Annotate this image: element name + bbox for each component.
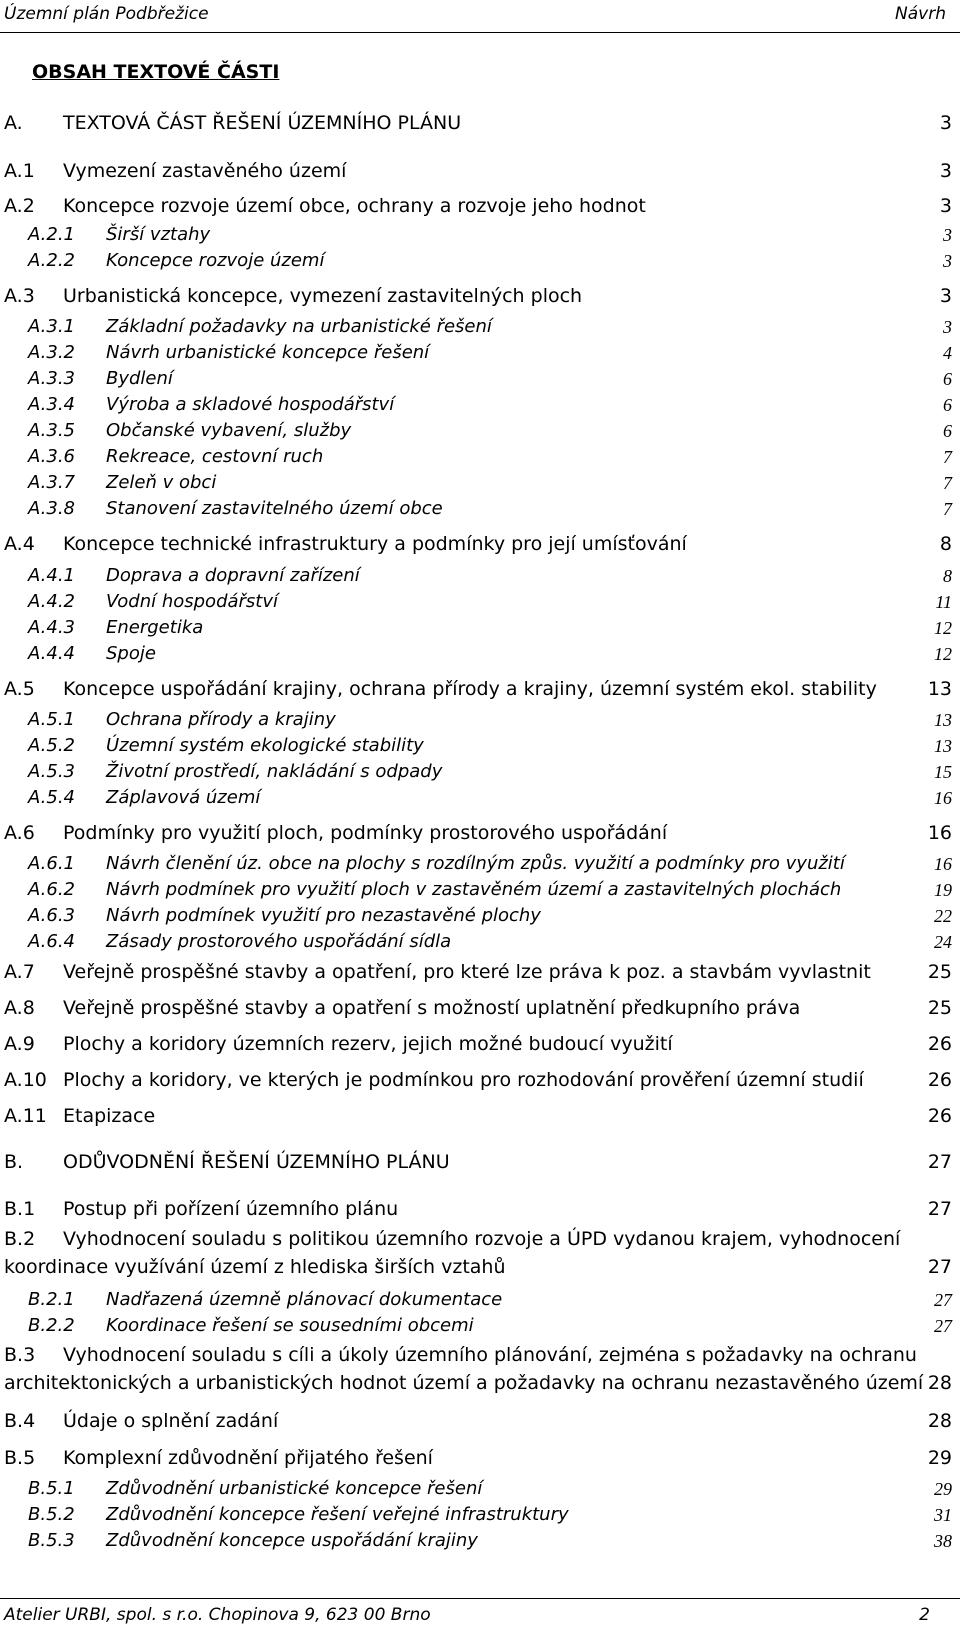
- header-document-title: Územní plán Podbřežice: [4, 4, 209, 24]
- toc-entry: [0, 733, 960, 759]
- toc-entry-page: 27: [927, 1198, 952, 1220]
- toc-entry-title: ODŮVODNĚNÍ ŘEŠENÍ ÚZEMNÍHO PLÁNU: [63, 1151, 450, 1173]
- toc-entry-page: 26: [927, 1105, 952, 1127]
- toc-entry-number: A.5: [4, 678, 35, 700]
- toc-entry-page: 29: [934, 1479, 952, 1499]
- toc-entry-number: B.5: [4, 1447, 36, 1469]
- toc-entry-page: 28: [927, 1372, 952, 1394]
- toc-entry-number: A.11: [4, 1105, 47, 1127]
- toc-entry-title: Vymezení zastavěného území: [63, 160, 347, 182]
- toc-entry: [0, 248, 960, 274]
- toc-entry-number: A.3.5: [28, 420, 75, 441]
- footer-page-number: 2: [919, 1605, 930, 1625]
- toc-entry-title: Vyhodnocení souladu s cíli a úkoly územního plánování, zejména s požadavky na ochranu: [63, 1344, 917, 1366]
- toc-entry: [0, 366, 960, 392]
- toc-entry-page: 13: [934, 736, 952, 756]
- toc-entry-page: 28: [927, 1410, 952, 1432]
- toc-entry: [0, 1287, 960, 1313]
- toc-entry-number: A.3.7: [28, 472, 75, 493]
- toc-entry-page: 16: [934, 788, 952, 808]
- toc-entry-number: A.3: [4, 285, 35, 307]
- toc-entry: [0, 283, 960, 309]
- toc-entry-number: A.7: [4, 961, 35, 983]
- toc-entry-number: A.2: [4, 195, 35, 217]
- toc-entry: [0, 444, 960, 470]
- toc-entry-number: B.2: [4, 1228, 36, 1250]
- toc-entry-title: Návrh urbanistické koncepce řešení: [106, 342, 430, 363]
- toc-entry-title: architektonických a urbanistických hodnot území a požadavky na ochranu nezastavěného území: [4, 1372, 924, 1394]
- toc-entry-number: A.3.8: [28, 498, 75, 519]
- toc-entry-number: A.6.2: [28, 879, 75, 900]
- toc-entry-number: A.6.1: [28, 853, 75, 874]
- toc-entry-title: Zdůvodnění koncepce řešení veřejné infrastruktury: [106, 1504, 569, 1525]
- toc-entry: [0, 1476, 960, 1502]
- toc-entry-page: 31: [934, 1505, 952, 1525]
- toc-entry: [0, 1196, 960, 1222]
- toc-entry-number: A.6.3: [28, 905, 75, 926]
- toc-entry-page: 12: [934, 618, 952, 638]
- toc-entry-page: 3: [939, 195, 952, 217]
- toc-entry-number: A.5.4: [28, 787, 75, 808]
- toc-entry-number: A.6: [4, 822, 35, 844]
- toc-entry-title: Rekreace, cestovní ruch: [106, 446, 324, 467]
- toc-entry: [0, 676, 960, 702]
- toc-entry-number: A.3.6: [28, 446, 75, 467]
- toc-entry-title: Vodní hospodářství: [106, 591, 279, 612]
- toc-entry-title: Návrh členění úz. obce na plochy s rozdílným způs. využití a podmínky pro využití: [106, 853, 845, 874]
- toc-entry-title: Vyhodnocení souladu s politikou územního rozvoje a ÚPD vydanou krajem, vyhodnocení: [63, 1228, 901, 1250]
- toc-entry-number: A.5.3: [28, 761, 75, 782]
- toc-entry: [0, 314, 960, 340]
- toc-entry-page: 26: [927, 1033, 952, 1055]
- toc-entry: [0, 995, 960, 1021]
- header-document-stage: Návrh: [895, 4, 946, 24]
- toc-entry-title: Zdůvodnění urbanistické koncepce řešení: [106, 1478, 483, 1499]
- toc-entry-title: Územní systém ekologické stability: [106, 735, 424, 756]
- toc-entry-title: Podmínky pro využití ploch, podmínky prostorového uspořádání: [63, 822, 668, 844]
- toc-entry-page: 16: [927, 822, 952, 844]
- toc-entry-number: A.4.4: [28, 643, 75, 664]
- toc-entry: [0, 1445, 960, 1471]
- toc-entry-page: 38: [934, 1531, 952, 1551]
- toc-entry-page: 27: [934, 1290, 952, 1310]
- toc-entry-number: A.3.3: [28, 368, 75, 389]
- toc-entry-number: A.5.1: [28, 709, 75, 730]
- toc-entry: [0, 615, 960, 641]
- toc-entry-page: 7: [943, 447, 952, 467]
- toc-entry: [0, 851, 960, 877]
- toc-entry: [0, 1370, 960, 1396]
- toc-entry-title: koordinace využívání území z hlediska širších vztahů: [4, 1256, 506, 1278]
- toc-entry: [0, 759, 960, 785]
- toc-entry-number: A.2.1: [28, 224, 75, 245]
- toc-entry-page: 3: [939, 112, 952, 134]
- toc-entry-title: Urbanistická koncepce, vymezení zastavitelných ploch: [63, 285, 583, 307]
- toc-entry-number: A.4: [4, 533, 35, 555]
- toc-entry: [0, 1149, 960, 1175]
- toc-entry-number: B.5.1: [28, 1478, 75, 1499]
- toc-entry-title: Koncepce technické infrastruktury a podmínky pro její umísťování: [63, 533, 687, 555]
- toc-entry-title: Výroba a skladové hospodářství: [106, 394, 395, 415]
- toc-entry-number: A.8: [4, 997, 35, 1019]
- toc-entry: [0, 1067, 960, 1093]
- toc-entry-page: 19: [934, 880, 952, 900]
- toc-entry-title: Komplexní zdůvodnění přijatého řešení: [63, 1447, 433, 1469]
- toc-entry-page: 13: [934, 710, 952, 730]
- toc-entry: [0, 1528, 960, 1554]
- toc-entry: [0, 877, 960, 903]
- toc-entry-title: Plochy a koridory, ve kterých je podmínkou pro rozhodování prověření územní studií: [63, 1069, 864, 1091]
- toc-entry: [0, 158, 960, 184]
- toc-entry-page: 15: [934, 762, 952, 782]
- toc-entry-page: 3: [939, 160, 952, 182]
- toc-entry-page: 3: [943, 225, 952, 245]
- toc-entry: [0, 959, 960, 985]
- toc-entry-page: 6: [943, 421, 952, 441]
- toc-entry-title: Spoje: [106, 643, 156, 664]
- toc-entry: [0, 340, 960, 366]
- toc-entry-title: TEXTOVÁ ČÁST ŘEŠENÍ ÚZEMNÍHO PLÁNU: [63, 112, 462, 134]
- toc-entry: [0, 418, 960, 444]
- toc-entry: [0, 641, 960, 667]
- toc-entry-number: B.3: [4, 1344, 36, 1366]
- toc-entry-page: 27: [927, 1151, 952, 1173]
- toc-entry-number: B.1: [4, 1198, 36, 1220]
- toc-entry: [0, 1313, 960, 1339]
- toc-entry-number: A.3.1: [28, 316, 75, 337]
- toc-entry-number: B.: [4, 1151, 24, 1173]
- toc-entry: [0, 785, 960, 811]
- toc-entry: [0, 531, 960, 557]
- toc-entry: [0, 903, 960, 929]
- toc-entry-number: A.3.2: [28, 342, 75, 363]
- toc-entry-number: A.4.2: [28, 591, 75, 612]
- toc-entry-page: 11: [935, 592, 952, 612]
- toc-entry-title: Veřejně prospěšné stavby a opatření s možností uplatnění předkupního práva: [63, 997, 801, 1019]
- toc-entry: [0, 110, 960, 136]
- toc-entry-number: B.2.1: [28, 1289, 75, 1310]
- toc-entry-title: Energetika: [106, 617, 204, 638]
- toc-entry-page: 7: [943, 473, 952, 493]
- toc-entry-number: A.2.2: [28, 250, 75, 271]
- toc-entry-title: Stanovení zastavitelného území obce: [106, 498, 443, 519]
- toc-entry-title: Záplavová území: [106, 787, 261, 808]
- toc-entry-page: 27: [934, 1316, 952, 1336]
- toc-entry-page: 29: [927, 1447, 952, 1469]
- toc-entry: [0, 392, 960, 418]
- toc-entry: [0, 1342, 960, 1368]
- toc-entry-page: 6: [943, 395, 952, 415]
- toc-entry-title: Koordinace řešení se sousedními obcemi: [106, 1315, 474, 1336]
- toc-entry-page: 3: [939, 285, 952, 307]
- toc-entry-title: Postup při pořízení územního plánu: [63, 1198, 399, 1220]
- toc-entry: [0, 193, 960, 219]
- toc-entry: [0, 929, 960, 955]
- toc-entry-title: Návrh podmínek využití pro nezastavěné plochy: [106, 905, 541, 926]
- toc-entry-title: Nadřazená územně plánovací dokumentace: [106, 1289, 503, 1310]
- toc-entry-number: A.10: [4, 1069, 47, 1091]
- toc-entry-title: Občanské vybavení, služby: [106, 420, 352, 441]
- toc-entry: [0, 1502, 960, 1528]
- toc-entry-title: Údaje o splnění zadání: [63, 1410, 279, 1432]
- toc-entry-title: Návrh podmínek pro využití ploch v zastavěném území a zastavitelných plochách: [106, 879, 842, 900]
- toc-entry-page: 3: [943, 251, 952, 271]
- toc-entry-page: 7: [943, 499, 952, 519]
- toc-entry-title: Základní požadavky na urbanistické řešení: [106, 316, 492, 337]
- toc-entry-number: A.1: [4, 160, 35, 182]
- toc-entry-page: 22: [934, 906, 952, 926]
- toc-entry: [0, 707, 960, 733]
- page-footer: [0, 1598, 960, 1633]
- toc-entry-title: Etapizace: [63, 1105, 156, 1127]
- toc-entry-title: Bydlení: [106, 368, 173, 389]
- toc-entry-number: B.2.2: [28, 1315, 75, 1336]
- toc-entry: [0, 563, 960, 589]
- toc-title: OBSAH TEXTOVÉ ČÁSTI: [32, 61, 280, 83]
- toc-entry-page: 26: [927, 1069, 952, 1091]
- toc-entry-number: B.5.3: [28, 1530, 75, 1551]
- toc-entry: [0, 1254, 960, 1280]
- toc-entry-page: 25: [927, 961, 952, 983]
- toc-entry-title: Veřejně prospěšné stavby a opatření, pro které lze práva k poz. a stavbám vyvlastnit: [63, 961, 871, 983]
- toc-entry-page: 6: [943, 369, 952, 389]
- toc-entry-title: Zdůvodnění koncepce uspořádání krajiny: [106, 1530, 478, 1551]
- toc-entry-title: Širší vztahy: [106, 224, 211, 245]
- toc-entry-number: B.5.2: [28, 1504, 75, 1525]
- toc-entry-title: Koncepce rozvoje území obce, ochrany a rozvoje jeho hodnot: [63, 195, 646, 217]
- toc-entry: [0, 1408, 960, 1434]
- toc-entry-page: 25: [927, 997, 952, 1019]
- toc-entry-title: Životní prostředí, nakládání s odpady: [106, 761, 443, 782]
- toc-entry-title: Koncepce rozvoje území: [106, 250, 325, 271]
- toc-entry-page: 16: [934, 854, 952, 874]
- toc-entry-number: A.5.2: [28, 735, 75, 756]
- toc-entry-page: 3: [943, 317, 952, 337]
- footer-company-address: Atelier URBI, spol. s r.o. Chopinova 9, 623 00 Brno: [4, 1605, 431, 1625]
- toc-entry-number: A.4.1: [28, 565, 75, 586]
- toc-entry-page: 13: [927, 678, 952, 700]
- toc-entry-page: 4: [943, 343, 952, 363]
- toc-entry: [0, 820, 960, 846]
- toc-entry-title: Koncepce uspořádání krajiny, ochrana přírody a krajiny, územní systém ekol. stability: [63, 678, 877, 700]
- toc-entry-number: A.6.4: [28, 931, 75, 952]
- toc-entry: [0, 589, 960, 615]
- toc-entry-page: 27: [927, 1256, 952, 1278]
- toc-entry-number: A.: [4, 112, 23, 134]
- toc-entry-title: Plochy a koridory územních rezerv, jejich možné budoucí využití: [63, 1033, 673, 1055]
- toc-entry: [0, 1031, 960, 1057]
- toc-entry-number: A.3.4: [28, 394, 75, 415]
- toc-entry-page: 12: [934, 644, 952, 664]
- toc-entry-title: Doprava a dopravní zařízení: [106, 565, 360, 586]
- toc-entry: [0, 1103, 960, 1129]
- toc-entry: [0, 470, 960, 496]
- toc-entry-number: A.4.3: [28, 617, 75, 638]
- toc-entry-number: B.4: [4, 1410, 36, 1432]
- toc-entry-page: 24: [934, 932, 952, 952]
- toc-entry-page: 8: [943, 566, 952, 586]
- toc-entry-number: A.9: [4, 1033, 35, 1055]
- toc-entry: [0, 496, 960, 522]
- toc-entry: [0, 1226, 960, 1252]
- toc-entry-title: Zeleň v obci: [106, 472, 217, 493]
- toc-entry-title: Zásady prostorového uspořádání sídla: [106, 931, 452, 952]
- toc-entry-page: 8: [939, 533, 952, 555]
- toc-entry-title: Ochrana přírody a krajiny: [106, 709, 336, 730]
- toc-entry: [0, 222, 960, 248]
